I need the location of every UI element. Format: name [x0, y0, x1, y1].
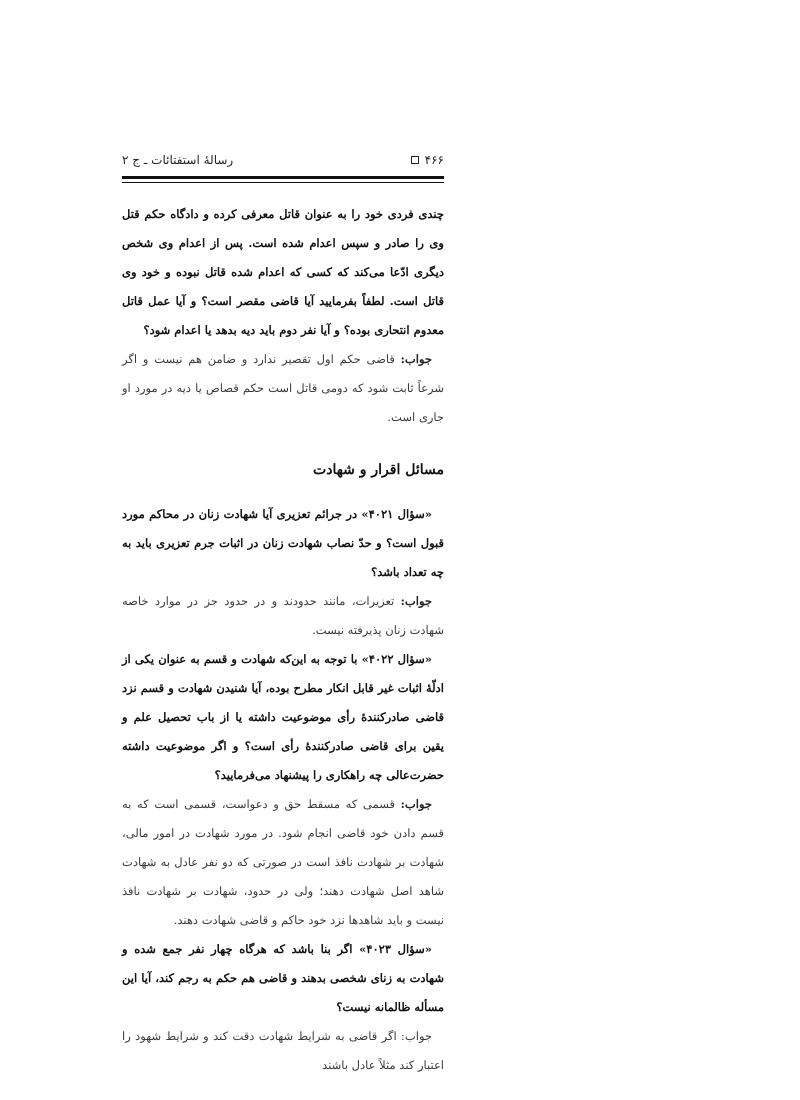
answer-paragraph	[122, 790, 444, 935]
book-page	[122, 0, 444, 1100]
question-paragraph: «سؤال ۴۰۲۲» با توجه به این‌که شهادت و قسم به عنوان یکی از ادلّهٔ اثبات غیر قابل انکار مطرح بوده، آیا شنیدن شهادت و قسم نزد قاضی صادرکنندهٔ رأی موضوعیت داشته یا از باب تحصیل علم و یقین برای قاضی صادرکنندهٔ رأی است؟ و اگر موضوعیت داشته حضرت‌عالی چه راهکاری را پیشنهاد می‌فرمایید؟	[122, 652, 444, 782]
cut-off-answer-line: جواب: اگر قاضی به شرایط شهادت دقت کند و شرایط شهود را اعتبار کند مثلاً عادل باشند	[122, 1029, 444, 1072]
answer-label: جواب:	[400, 594, 432, 608]
body-text	[122, 200, 444, 1080]
answer-text: قسمی که مسقط حق و دعواست، قسمی است که به قسم دادن خود قاضی انجام شود. در مورد شهادت در امور مالی، شهادت بر شهادت نافذ است در صورتی که دو نفر عادل به شهادت شاهد اصل شهادت دهند؛ ولی در حدود، شهادت بر شهادت نافذ نیست و باید شاهدها نزد خود حاکم و قاضی شهادت دهند.	[122, 797, 444, 927]
header-rule-thick	[122, 176, 444, 179]
continued-question: چندی فردی خود را به عنوان قاتل معرفی کرده و دادگاه حکم قتل وی را صادر و سپس اعدام شده است. پس از اعدام وی شخص دیگری ادّعا می‌کند که کسی که اعدام شده قاتل نبوده و خود وی قاتل است. لطفاً بفرمایید آیا قاضی مقصر است؟ و آیا عمل قاتل معدوم انتحاری بوده؟ و آیا نفر دوم باید دیه بدهد یا اعدام شود؟	[122, 207, 444, 337]
answer-paragraph	[122, 587, 444, 645]
answer-text: قاضی حکم اول تقصیر ندارد و ضامن هم نیست و اگر شرعاً ثابت شود که دومی قاتل است حکم قصاص یا دیه در مورد او جاری است.	[122, 352, 444, 424]
header-rule-thin	[122, 182, 444, 183]
answer-label: جواب:	[400, 352, 432, 366]
answer-label: جواب:	[400, 797, 432, 811]
running-header	[122, 150, 444, 170]
question-paragraph: «سؤال ۴۰۲۱» در جرائم تعزیری آیا شهادت زنان در محاکم مورد قبول است؟ و حدّ نصاب شهادت زنان در اثبات جرم تعزیری باید به چه تعداد باشد؟	[122, 507, 444, 579]
answer-text: تعزیرات، مانند حدودند و در حدود جز در موارد خاصه شهادت زنان پذیرفته نیست.	[122, 594, 444, 637]
answer-paragraph	[122, 345, 444, 432]
page-number-group	[411, 153, 444, 167]
section-title: مسائل اقرار و شهادت	[313, 462, 444, 478]
square-bullet-icon	[411, 156, 419, 164]
page-number: ۴۶۶	[424, 153, 444, 167]
question-paragraph: «سؤال ۴۰۲۳» اگر بنا باشد که هرگاه چهار نفر جمع شده و شهادت به زنای شخصی بدهند و قاضی هم حکم به رجم کند، آیا این مسأله ظالمانه نیست؟	[122, 942, 444, 1014]
book-title: رسالهٔ استفتائات ـ ج ۲	[122, 153, 234, 167]
